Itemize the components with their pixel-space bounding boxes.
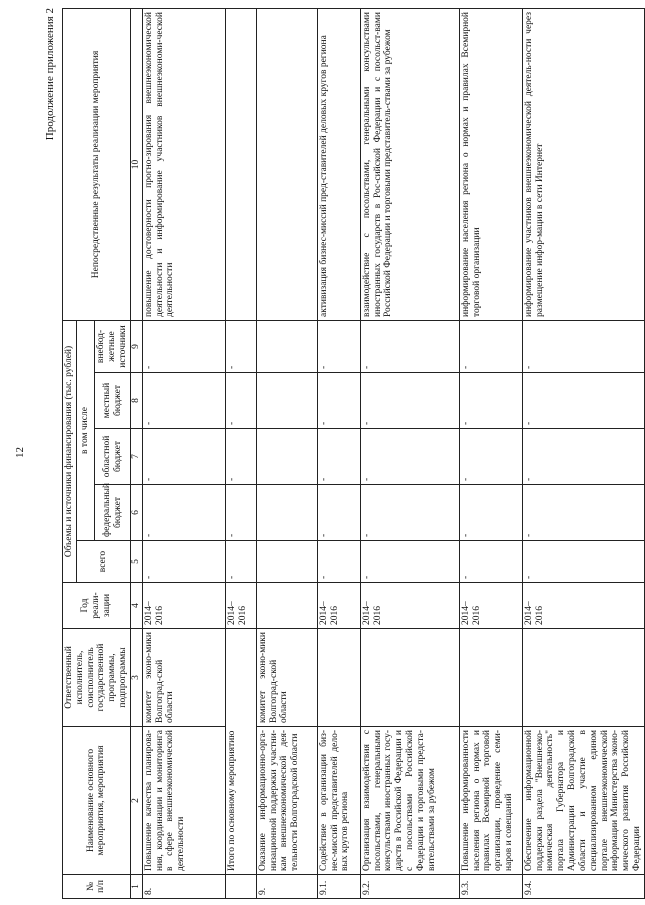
row-total: - [142,541,225,583]
row-local: - [142,373,225,429]
row-federal [256,485,317,541]
col-number: 10 [130,9,142,321]
row-responsible [360,629,459,727]
row-number: 9.1. [317,875,360,899]
row-responsible [317,629,360,727]
header-name: Наименование основного мероприятия, мероприятия [63,727,131,875]
row-total: - [317,541,360,583]
row-federal: - [459,485,522,541]
row-year: 2014–2016 [360,583,459,629]
row-result: взаимодействие с посольствами, генеральными консульствами иностранных государств в Рос-сийской Федерации и с посольст-вами Российской Федерации и торговыми представитель-ствами за рубежом [360,9,459,321]
row-total: - [360,541,459,583]
row-federal: - [317,485,360,541]
row-name: Повышение информированности населения региона о нормах и правилах Всемирной торговой организации, проведение семи-наров и совещаний [459,727,522,875]
row-regional [256,429,317,485]
row-extrabudget: - [142,320,225,372]
table-row [256,9,317,899]
table-row [317,9,360,899]
table-row [360,9,459,899]
row-regional: - [522,429,644,485]
row-total: - [459,541,522,583]
row-name: Содействие в организации биз-нес-миссий представителей дело-вых кругов региона [317,727,360,875]
header-including: в том числе [76,320,95,540]
row-local: - [225,373,256,429]
row-total: - [522,541,644,583]
row-number: 9.4. [522,875,644,899]
row-regional: - [142,429,225,485]
header-extrabudget: внебюд-жетные источники [95,320,130,372]
row-result: повышение достоверности прогно-зирования внешнеэкономической деятельности и информирование участников внешнеэкономи-ческой деятельности [142,9,225,321]
col-number: 9 [130,320,142,372]
header-federal: федеральный бюджет [95,485,130,541]
col-number: 1 [130,875,142,899]
header-no: № п/п [63,875,131,899]
row-responsible: комитет эконо-мики Волгоград-ской области [256,629,317,727]
row-local: - [522,373,644,429]
row-federal: - [522,485,644,541]
page-number: 12 [14,447,26,458]
row-name: Повышение качества планирова-ния, координации и мониторинга в сфере внешнеэкономической деятельности [142,727,225,875]
header-regional: областной бюджет [95,429,130,485]
row-total [256,541,317,583]
row-result: информирование населения региона о нормах и правилах Всемирной торговой организации [459,9,522,321]
row-local: - [360,373,459,429]
row-local: - [317,373,360,429]
row-regional: - [225,429,256,485]
row-extrabudget: - [360,320,459,372]
row-year: 2014–2016 [317,583,360,629]
col-number: 7 [130,429,142,485]
row-federal: - [360,485,459,541]
col-number: 4 [130,583,142,629]
table-row [225,9,256,899]
table-row [142,9,225,899]
col-number: 5 [130,541,142,583]
header-local: местный бюджет [95,373,130,429]
row-regional: - [360,429,459,485]
row-extrabudget: - [317,320,360,372]
row-year: 2014–2016 [459,583,522,629]
row-regional: - [317,429,360,485]
row-number: 8. [142,875,225,899]
header-total: всего [76,541,130,583]
row-extrabudget: - [459,320,522,372]
row-regional: - [459,429,522,485]
row-result: информирование участников внешнеэкономической деятель-ности через размещение инфор-мации в сети Интернет [522,9,644,321]
row-number [225,875,256,899]
row-number: 9.2. [360,875,459,899]
header-result: Непосредственные результаты реализации мероприятия [63,9,131,321]
row-local [256,373,317,429]
row-year: 2014–2016 [522,583,644,629]
row-federal: - [225,485,256,541]
row-extrabudget [256,320,317,372]
header-funding: Объемы и источники финансирования (тыс. рублей) [63,320,77,582]
row-extrabudget: - [225,320,256,372]
row-year: 2014–2016 [142,583,225,629]
row-number: 9. [256,875,317,899]
row-name: Организация взаимодействия с посольствами, генеральными консульствами иностранных госу-дарств в Российской Федерации и с посольствами Российской Федерации и торговыми предста-вительствами за рубежом [360,727,459,875]
row-total: - [225,541,256,583]
row-year [256,583,317,629]
col-number: 6 [130,485,142,541]
col-number: 2 [130,727,142,875]
row-result [256,9,317,321]
row-result: активизация бизнес-миссий пред-ставителей деловых кругов региона [317,9,360,321]
row-responsible: комитет эконо-мики Волгоград-ской области [142,629,225,727]
row-name: Итого по основному мероприятию [225,629,256,875]
header-year: Год реали-зации [63,583,131,629]
row-federal: - [142,485,225,541]
row-name: Обеспечение информационной поддержки раздела "Внешнеэко-номическая деятельность" портала Губернатора и Администрации Волгоградской области и участие в специализированном едином портале внешнеэкономической информации Министерства эконо-мического развития Российской Федерации [522,727,644,875]
row-year: 2014–2016 [225,583,256,629]
header-responsible: Ответственный исполнитель, соисполнитель государственной программы, подпрограммы [63,629,131,727]
row-responsible [522,629,644,727]
row-result [225,9,256,321]
row-responsible [459,629,522,727]
appendix-note: Продолжение приложения 2 [44,8,56,141]
table-row [522,9,644,899]
row-local: - [459,373,522,429]
table-row [459,9,522,899]
program-table [62,8,645,899]
col-number: 3 [130,629,142,727]
row-number: 9.3. [459,875,522,899]
row-name: Оказание информационно-орга-низационной поддержки участни-кам внешнеэкономической дея-тельности Волгоградской области [256,727,317,875]
row-extrabudget: - [522,320,644,372]
col-number: 8 [130,373,142,429]
